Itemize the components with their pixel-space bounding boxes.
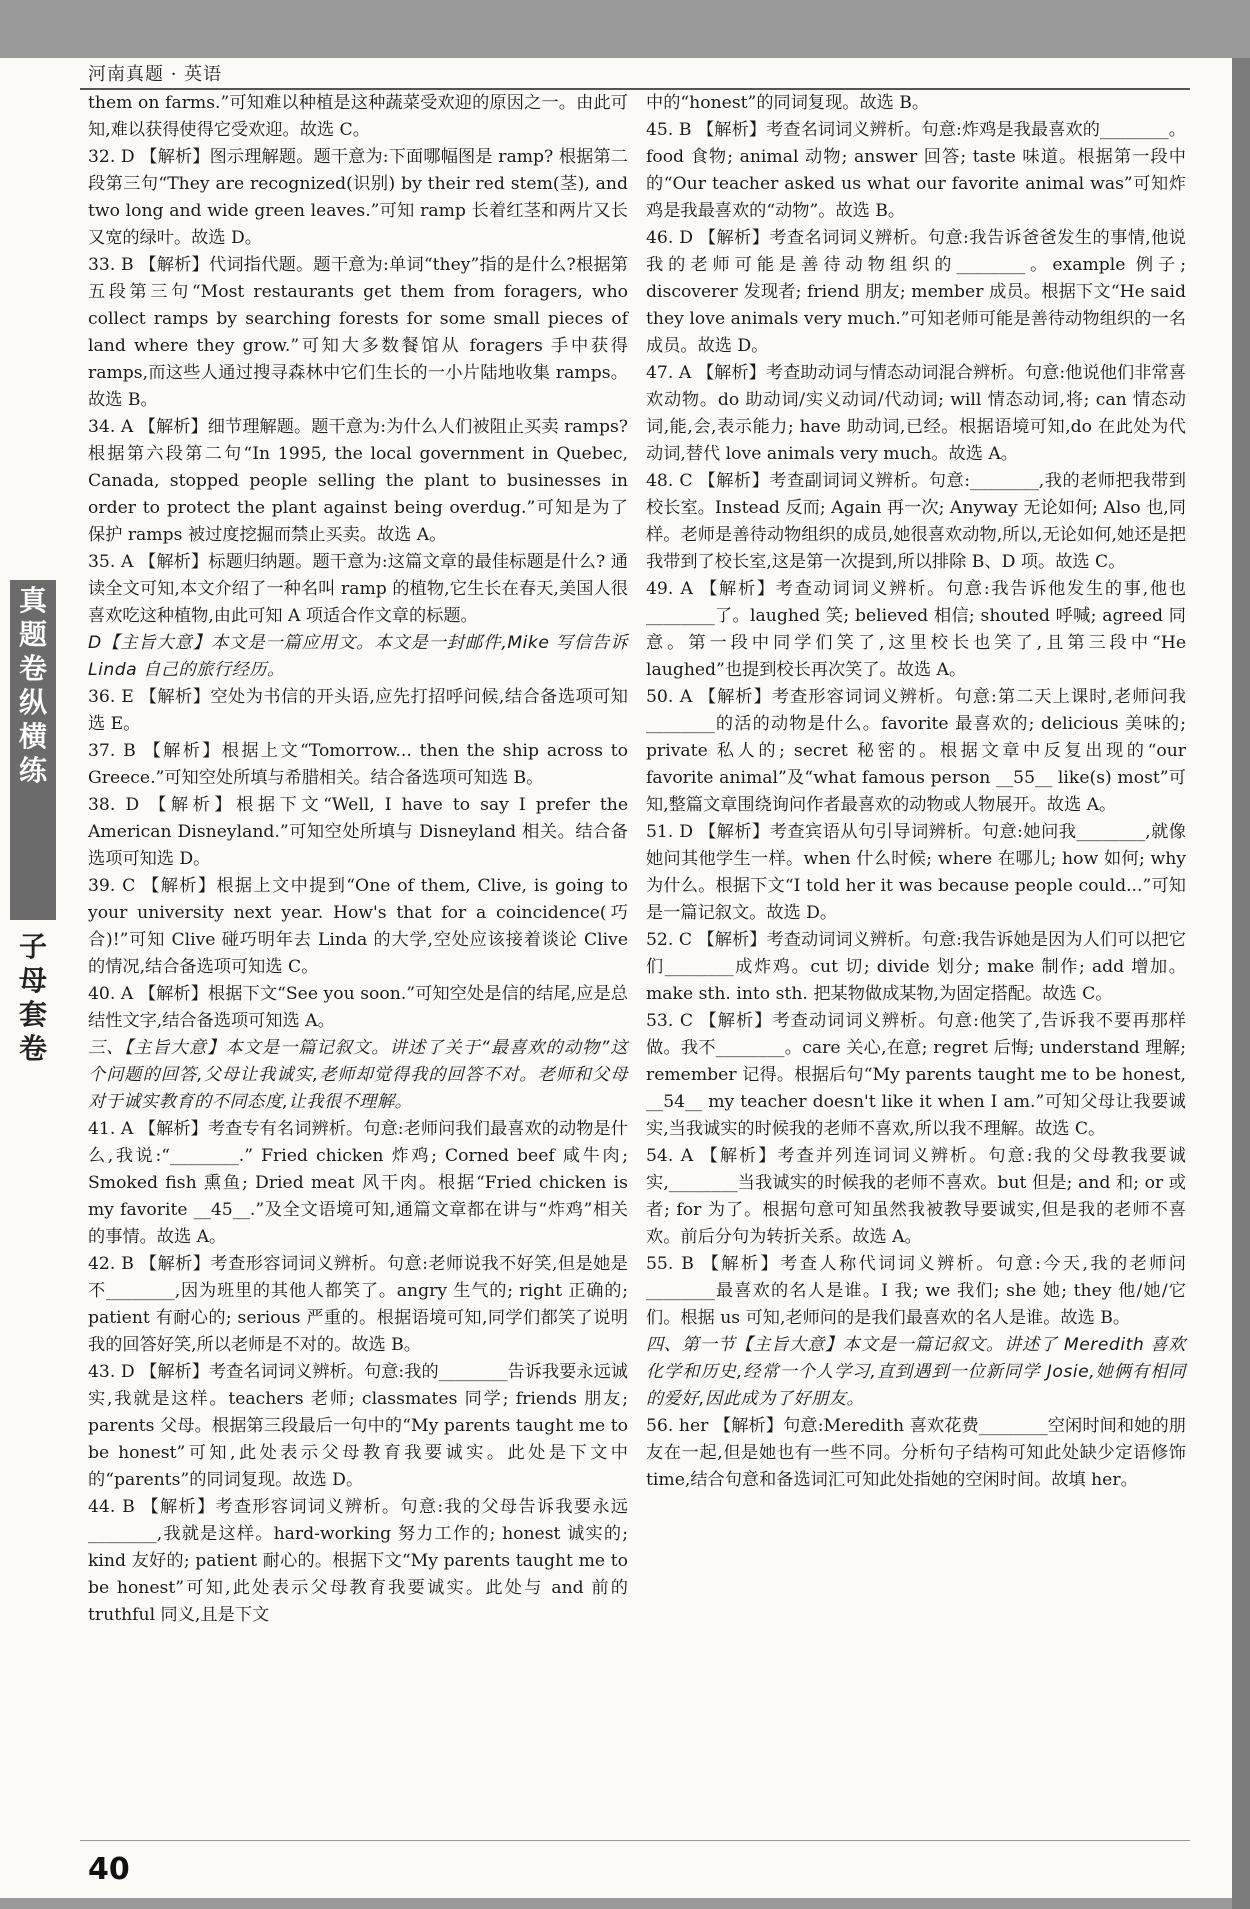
answer-35: 35. A 【解析】标题归纳题。题干意为:这篇文章的最佳标题是什么? 通读全文可知,本文介绍了一种名叫 ramp 的植物,它生长在春天,美国人很喜欢吃这种植物,由此可知 A 项适合作文章的标题。 <box>88 552 628 626</box>
left-column <box>88 90 628 1629</box>
paragraph: them on farms.”可知难以种植是这种蔬菜受欢迎的原因之一。由此可知,难以获得使得它受欢迎。故选 C。 <box>88 93 628 140</box>
answer-50: 50. A 【解析】考查形容词词义辨析。句意:第二天上课时,老师问我________的活的动物是什么。favorite 最喜欢的; delicious 美味的; private 私人的; secret 秘密的。根据文章中反复出现的“our favorite animal”及“what famous person __55__ like(s) most”可知,整篇文章围绕询问作者最喜欢的动物或人物展开。故选 A。 <box>646 687 1186 815</box>
answer-54: 54. A 【解析】考查并列连词词义辨析。句意:我的父母教我要诚实,________当我诚实的时候我的老师不喜欢。but 但是; and 和; or 或者; for 为了。根据句意可知虽然我被教导要诚实,但是我的老师不喜欢。前后分句为转折关系。故选 A。 <box>646 1146 1186 1247</box>
answer-52: 52. C 【解析】考查动词词义辨析。句意:我告诉她是因为人们可以把它们________成炸鸡。cut 切; divide 划分; make 制作; add 增加。make sth. into sth. 把某物做成某物,为固定搭配。故选 C。 <box>646 930 1186 1004</box>
right-column <box>646 90 1186 1494</box>
side-tab <box>10 580 56 920</box>
side-tab-label: 真 题 卷 纵 横 练 <box>18 584 47 787</box>
section-summary-4: 四、第一节【主旨大意】本文是一篇记叙文。讲述了 Meredith 喜欢化学和历史,经常一个人学习,直到遇到一位新同学 Josie,她俩有相同的爱好,因此成为了好朋友。 <box>646 1335 1186 1409</box>
answer-41: 41. A 【解析】考查专有名词辨析。句意:老师问我们最喜欢的动物是什么,我说:“________.” Fried chicken 炸鸡; Corned beef 咸牛肉; Smoked fish 熏鱼; Dried meat 风干肉。根据“Fried chicken is my favorite __45__.”及全文语境可知,通篇文章都在讲与“炸鸡”相关的事情。故选 A。 <box>88 1119 628 1247</box>
answer-36: 36. E 【解析】空处为书信的开头语,应先打招呼问候,结合备选项可知选 E。 <box>88 687 628 734</box>
page-header-title: 河南真题 · 英语 <box>88 64 223 85</box>
page-edge <box>1232 58 1250 1909</box>
answer-33: 33. B 【解析】代词指代题。题干意为:单词“they”指的是什么?根据第五段第三句“Most restaurants get them from foragers, who collect ramps by searching forests for some small pieces of land where they grow.”可知大多数餐馆从 foragers 手中获得 ramps,而这些人通过搜寻森林中它们生长的一小片陆地收集 ramps。故选 B。 <box>88 255 628 410</box>
section-summary-d: D【主旨大意】本文是一篇应用文。本文是一封邮件,Mike 写信告诉 Linda 自己的旅行经历。 <box>88 633 628 680</box>
answer-44: 44. B 【解析】考查形容词词义辨析。句意:我的父母告诉我要永远________,我就是这样。hard-working 努力工作的; honest 诚实的; kind 友好的; patient 耐心的。根据下文“My parents taught me to be honest”可知,此处表示父母教育我要诚实。此处与 and 前的 truthful 同义,且是下文 <box>88 1497 628 1625</box>
answer-47: 47. A 【解析】考查助动词与情态动词混合辨析。句意:他说他们非常喜欢动物。do 助动词/实义动词/代动词; will 情态动词,将; can 情态动词,能,会,表示能力; have 助动词,已经。根据语境可知,do 在此处为代动词,替代 love animals very much。故选 A。 <box>646 363 1186 464</box>
answer-55: 55. B 【解析】考查人称代词词义辨析。句意:今天,我的老师问________最喜欢的名人是谁。I 我; we 我们; she 她; they 他/她/它们。根据 us 可知,老师问的是我们最喜欢的名人是谁。故选 B。 <box>646 1254 1186 1328</box>
answer-48: 48. C 【解析】考查副词词义辨析。句意:________,我的老师把我带到校长室。Instead 反而; Again 再一次; Anyway 无论如何; Also 也,同样。老师是善待动物组织的成员,她很喜欢动物,所以,无论如何,她还是把我带到了校长室,这是第一次提到,所以排除 B、D 项。故选 C。 <box>646 471 1186 572</box>
answer-49: 49. A 【解析】考查动词词义辨析。句意:我告诉他发生的事,他也________了。laughed 笑; believed 相信; shouted 呼喊; agreed 同意。第一段中同学们笑了,这里校长也笑了,且第三段中“He laughed”也提到校长再次笑了。故选 A。 <box>646 579 1186 680</box>
answer-40: 40. A 【解析】根据下文“See you soon.”可知空处是信的结尾,应是总结性文字,结合备选项可知选 A。 <box>88 984 628 1031</box>
answer-43: 43. D 【解析】考查名词词义辨析。句意:我的________告诉我要永远诚实,我就是这样。teachers 老师; classmates 同学; friends 朋友; parents 父母。根据第三段最后一句中的“My parents taught me to be honest”可知,此处表示父母教育我要诚实。此处是下文中的“parents”的同词复现。故选 D。 <box>88 1362 628 1490</box>
section-summary-3: 三、【主旨大意】本文是一篇记叙文。讲述了关于“最喜欢的动物”这个问题的回答,父母让我诚实,老师却觉得我的回答不对。老师和父母对于诚实教育的不同态度,让我很不理解。 <box>88 1038 628 1112</box>
answer-46: 46. D 【解析】考查名词词义辨析。句意:我告诉爸爸发生的事情,他说我的老师可能是善待动物组织的________。example 例子; discoverer 发现者; friend 朋友; member 成员。根据下文“He said they love animals very much.”可知老师可能是善待动物组织的一名成员。故选 D。 <box>646 228 1186 356</box>
side-tab-secondary <box>10 930 56 1160</box>
answer-38: 38. D 【解析】根据下文“Well, I have to say I prefer the American Disneyland.”可知空处所填与 Disneyland 相关。结合备选项可知选 D。 <box>88 795 628 869</box>
footer-divider <box>80 1840 1190 1841</box>
answer-53: 53. C 【解析】考查动词词义辨析。句意:他笑了,告诉我不要再那样做。我不________。care 关心,在意; regret 后悔; understand 理解; remember 记得。根据后句“My parents taught me to be honest, __54__ my teacher doesn't like it when I am.”可知父母让我要诚实,当我诚实的时候我的老师不喜欢,所以我不理解。故选 C。 <box>646 1011 1186 1139</box>
answer-39: 39. C 【解析】根据上文中提到“One of them, Clive, is going to your university next year. How's that for a coincidence(巧合)!”可知 Clive 碰巧明年去 Linda 的大学,空处应该接着谈论 Clive 的情况,结合备选项可知选 C。 <box>88 876 628 977</box>
paragraph: 中的“honest”的同词复现。故选 B。 <box>646 93 930 113</box>
answer-45: 45. B 【解析】考查名词词义辨析。句意:炸鸡是我最喜欢的________。food 食物; animal 动物; answer 回答; taste 味道。根据第一段中的“Our teacher asked us what our favorite animal was”可知炸鸡是我最喜欢的“动物”。故选 B。 <box>646 120 1186 221</box>
side-tab-label-secondary: 子 母 套 卷 <box>18 930 47 1065</box>
answer-37: 37. B 【解析】根据上文“Tomorrow... then the ship across to Greece.”可知空处所填与希腊相关。结合备选项可知选 B。 <box>88 741 628 788</box>
answer-56: 56. her 【解析】句意:Meredith 喜欢花费________空闲时间和她的朋友在一起,但是她也有一些不同。分析句子结构可知此处缺少定语修饰 time,结合句意和备选词汇可知此处指她的空闲时间。故填 her。 <box>646 1416 1186 1490</box>
answer-32: 32. D 【解析】图示理解题。题干意为:下面哪幅图是 ramp? 根据第二段第三句“They are recognized(识别) by their red stem(茎), and two long and wide green leaves.”可知 ramp 长着红茎和两片又长又宽的绿叶。故选 D。 <box>88 147 628 248</box>
answer-34: 34. A 【解析】细节理解题。题干意为:为什么人们被阻止买卖 ramps? 根据第六段第二句“In 1995, the local government in Quebec, Canada, stopped people selling the plant to businesses in order to protect the plant against being overdug.”可知是为了保护 ramps 被过度挖掘而禁止买卖。故选 A。 <box>88 417 628 545</box>
answer-42: 42. B 【解析】考查形容词词义辨析。句意:老师说我不好笑,但是她是不________,因为班里的其他人都笑了。angry 生气的; right 正确的; patient 有耐心的; serious 严重的。根据语境可知,同学们都笑了说明我的回答好笑,所以老师是不对的。故选 B。 <box>88 1254 628 1355</box>
answer-51: 51. D 【解析】考查宾语从句引导词辨析。句意:她问我________,就像她问其他学生一样。when 什么时候; where 在哪儿; how 如何; why 为什么。根据下文“I told her it was because people could...”可知是一篇记叙文。故选 D。 <box>646 822 1186 923</box>
page-number: 40 <box>88 1852 130 1887</box>
